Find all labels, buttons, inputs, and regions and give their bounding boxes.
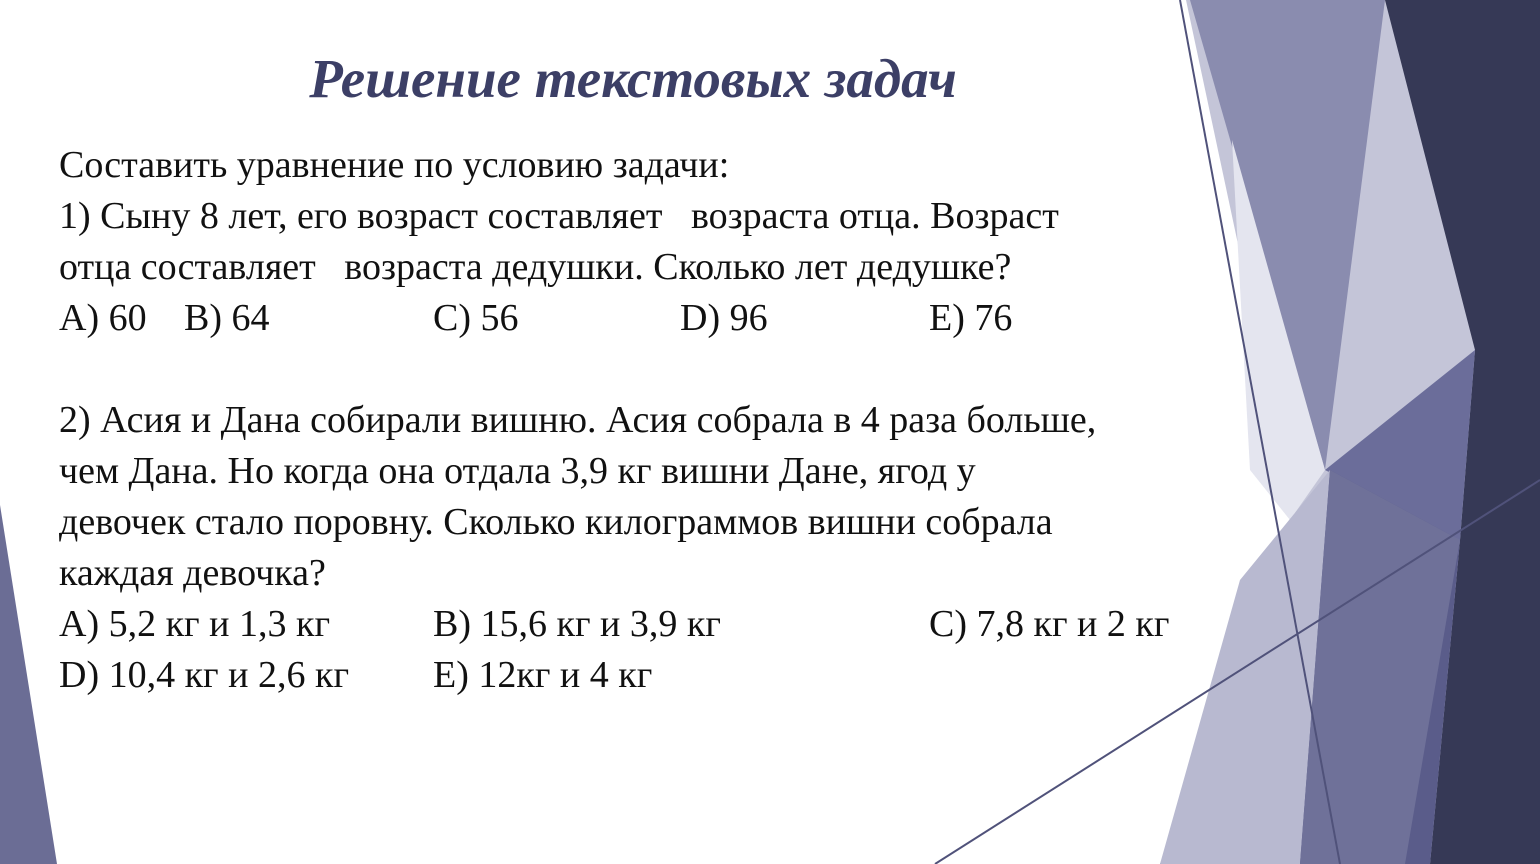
- intro-text: Составить уравнение по условию задачи:: [59, 144, 730, 186]
- task2-line-4: каждая девочка?: [59, 552, 326, 594]
- task1-option-c: C) 56: [433, 297, 519, 339]
- slide-title: Решение текстовых задач: [309, 48, 957, 109]
- task2-option-b: B) 15,6 кг и 3,9 кг: [433, 603, 721, 645]
- task1-option-a: A) 60: [59, 297, 147, 339]
- task1-option-d: D) 96: [680, 297, 768, 339]
- task2-option-c: C) 7,8 кг и 2 кг: [929, 603, 1170, 645]
- task1-line-2: отца составляет возраста дедушки. Сколько лет дедушке?: [59, 246, 1012, 288]
- task2-option-d: D) 10,4 кг и 2,6 кг: [59, 654, 350, 696]
- task1-line-1: 1) Сыну 8 лет, его возраст составляет возраста отца. Возраст: [59, 195, 1059, 237]
- task1-options: [59, 293, 1259, 344]
- task2-option-e: E) 12кг и 4 кг: [433, 654, 653, 696]
- task2-option-a: A) 5,2 кг и 1,3 кг: [59, 603, 331, 645]
- task1-option-b: B) 64: [184, 297, 270, 339]
- spacer: [59, 344, 1259, 395]
- task1-option-e: E) 76: [929, 297, 1013, 339]
- task2-line-2: чем Дана. Но когда она отдала 3,9 кг вишни Дане, ягод у: [59, 450, 976, 492]
- left-accent-shape: [0, 505, 57, 864]
- task2-line-3: девочек стало поровну. Сколько килограммов вишни собрала: [59, 501, 1053, 543]
- task2-options-row-2: [59, 650, 1259, 701]
- task2-line-1: 2) Асия и Дана собирали вишню. Асия собрала в 4 раза больше,: [59, 399, 1097, 441]
- task2-options-row-1: [59, 599, 1259, 650]
- slide-body: [59, 140, 1259, 701]
